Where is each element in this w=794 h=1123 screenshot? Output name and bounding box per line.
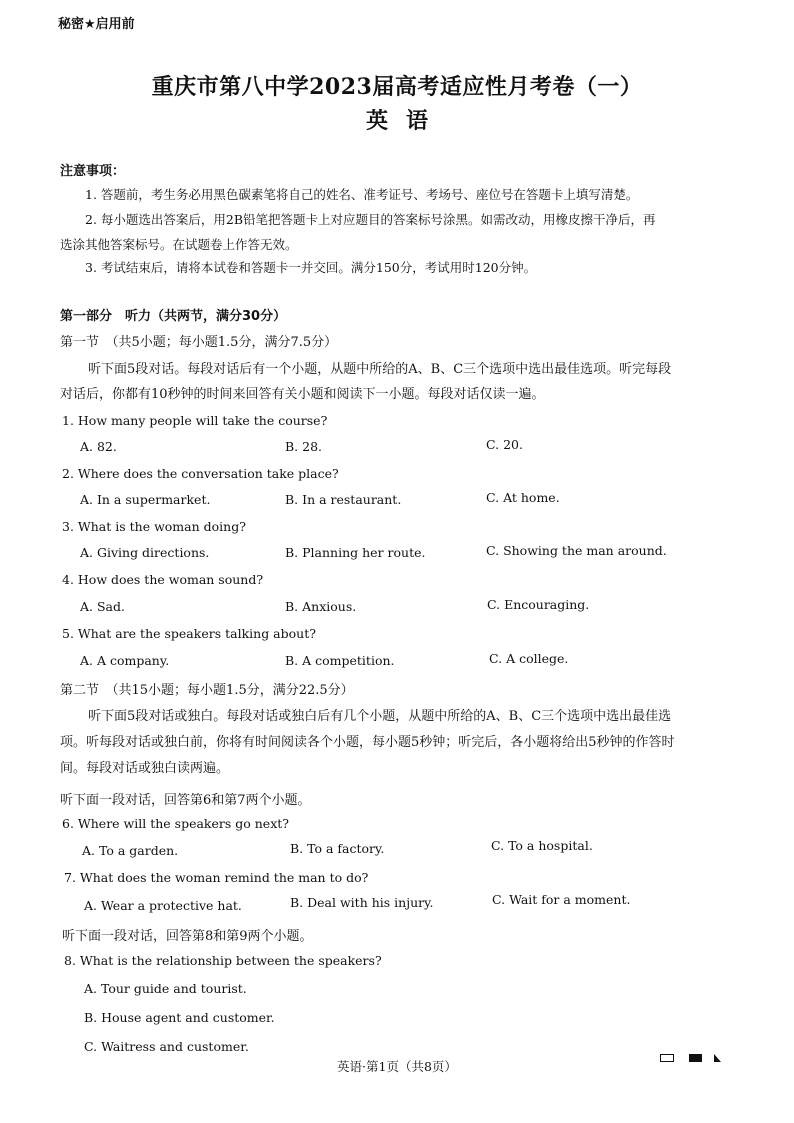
subject-title: 英语: [365, 108, 446, 134]
section2-intro-end: 间。每段对话或独白读两遍。: [60, 761, 230, 776]
option-3c: C. Showing the man around.: [486, 543, 667, 558]
option-2b: B. In a restaurant.: [285, 492, 402, 507]
option-7a: A. Wear a protective hat.: [84, 898, 242, 913]
option-4a: A. Sad.: [80, 599, 125, 614]
notice-item-2-cont: 选涂其他答案标号。在试题卷上作答无效。: [60, 237, 298, 252]
option-8a: A. Tour guide and tourist.: [84, 981, 247, 996]
section1-intro-cont: 对话后，你都有10秒钟的时间来回答有关小题和阅读下一小题。每段对话仅读一遍。: [60, 387, 545, 402]
page-footer: 英语·第1页（共8页）: [337, 1059, 457, 1074]
option-2a: A. In a supermarket.: [80, 492, 211, 507]
option-3b: B. Planning her route.: [285, 545, 426, 560]
option-7c: C. Wait for a moment.: [492, 892, 631, 907]
option-1c: C. 20.: [486, 437, 523, 452]
option-2c: C. At home.: [486, 490, 560, 505]
option-5a: A. A company.: [80, 653, 170, 668]
lead-q8-q9: 听下面一段对话，回答第8和第9两个小题。: [62, 929, 313, 944]
exam-title: 重庆市第八中学2023届高考适应性月考卷（一）: [151, 74, 643, 100]
option-6a: A. To a garden.: [82, 843, 179, 858]
section1-intro: 听下面5段对话。每段对话后有一个小题，从题中所给的A、B、C三个选项中选出最佳选项。听完每段: [88, 362, 672, 377]
lead-q6-q7: 听下面一段对话，回答第6和第7两个小题。: [60, 793, 311, 808]
option-4b: B. Anxious.: [285, 599, 357, 614]
option-5b: B. A competition.: [285, 653, 395, 668]
option-3a: A. Giving directions.: [80, 545, 210, 560]
option-6b: B. To a factory.: [290, 841, 385, 856]
option-6c: C. To a hospital.: [491, 838, 593, 853]
option-4c: C. Encouraging.: [487, 597, 590, 612]
notice-item-3: 3. 考试结束后，请将本试卷和答题卡一并交回。满分150分，考试用时120分钟。: [85, 260, 537, 275]
option-1a: A. 82.: [80, 439, 117, 454]
confidential-label: 秘密★启用前: [58, 17, 135, 32]
question-3: 3. What is the woman doing?: [62, 519, 246, 534]
part1-title: 第一部分 听力（共两节，满分30分）: [60, 309, 287, 324]
question-8: 8. What is the relationship between the speakers?: [64, 953, 382, 968]
section1-title: 第一节 （共5小题；每小题1.5分，满分7.5分）: [60, 335, 338, 350]
question-7: 7. What does the woman remind the man to do?: [64, 870, 369, 885]
option-7b: B. Deal with his injury.: [290, 895, 434, 910]
question-5: 5. What are the speakers talking about?: [62, 626, 316, 641]
scan-mark-square-icon: [660, 1054, 674, 1062]
option-1b: B. 28.: [285, 439, 323, 454]
notice-item-1: 1. 答题前，考生务必用黑色碳素笔将自己的姓名、准考证号、考场号、座位号在答题卡上填写清楚。: [85, 187, 639, 202]
scan-mark-triangle-icon: [714, 1054, 721, 1062]
option-8b: B. House agent and customer.: [84, 1010, 275, 1025]
option-5c: C. A college.: [489, 651, 569, 666]
question-1: 1. How many people will take the course?: [62, 413, 328, 428]
option-8c: C. Waitress and customer.: [84, 1039, 249, 1054]
notice-item-2: 2. 每小题选出答案后，用2B铅笔把答题卡上对应题目的答案标号涂黑。如需改动，用橡皮擦干净后，再: [85, 212, 656, 227]
question-4: 4. How does the woman sound?: [62, 572, 264, 587]
question-2: 2. Where does the conversation take place?: [62, 466, 339, 481]
notice-heading: 注意事项：: [60, 164, 126, 179]
question-6: 6. Where will the speakers go next?: [62, 816, 289, 831]
section2-title: 第二节 （共15小题；每小题1.5分，满分22.5分）: [60, 683, 354, 698]
section2-intro-cont: 项。听每段对话或独白前，你将有时间阅读各个小题，每小题5秒钟；听完后，各小题将给出5秒钟的作答时: [60, 735, 675, 750]
section2-intro: 听下面5段对话或独白。每段对话或独白后有几个小题，从题中所给的A、B、C三个选项中选出最佳选: [88, 709, 672, 724]
scan-mark-block-icon: [689, 1054, 702, 1062]
